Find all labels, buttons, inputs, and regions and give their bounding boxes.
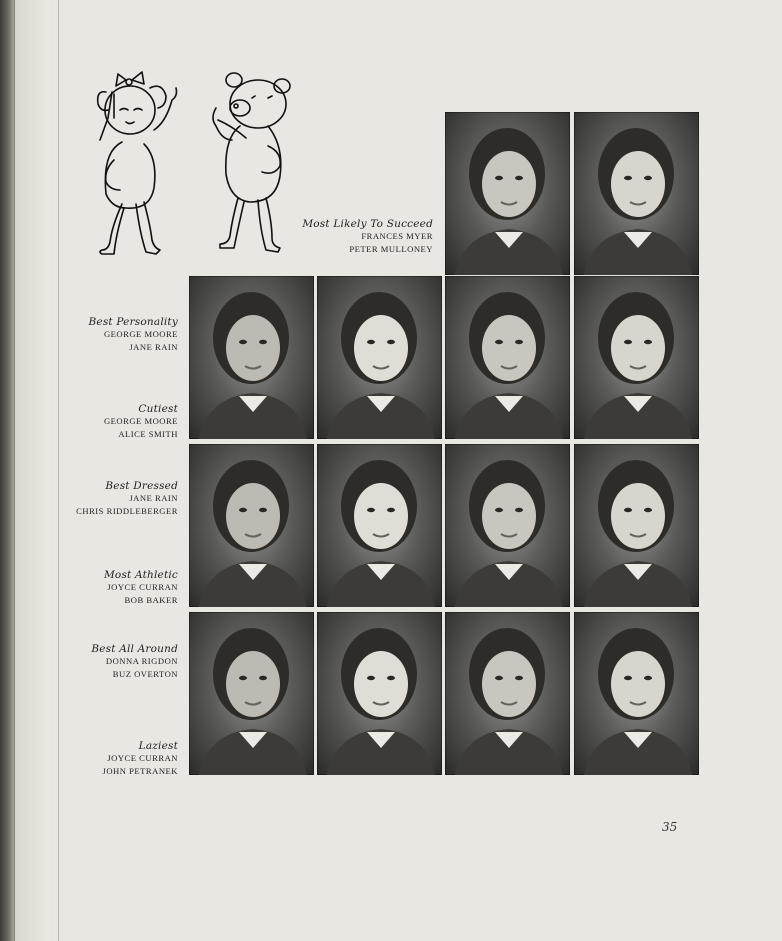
award-most-likely-to-succeed [194,218,433,256]
award-name: JANE RAIN [129,493,178,503]
portrait-photo [445,444,570,607]
award-name: JOHN PETRANEK [102,766,178,776]
award-title: Most Likely To Succeed [302,218,433,230]
portrait-photo [317,444,442,607]
girl-bear-drawing [92,70,184,260]
award-name: JOYCE CURRAN [107,582,178,592]
portrait-photo [189,612,314,775]
award-name: JANE RAIN [129,342,178,352]
award-title: Best Personality [88,316,178,328]
award-best-dressed [34,480,178,518]
award-name: CHRIS RIDDLEBERGER [76,506,178,516]
award-title: Laziest [138,740,178,752]
award-name: GEORGE MOORE [103,416,178,426]
yearbook-page [14,0,782,941]
award-title: Cutiest [138,403,178,415]
portrait-photo [445,276,570,439]
portrait-photo [574,112,699,275]
portrait-photo [317,276,442,439]
portrait-photo [574,276,699,439]
portrait-photo [189,444,314,607]
award-name: GEORGE MOORE [103,329,178,339]
award-name: BUZ OVERTON [112,669,178,679]
portrait-photo [189,276,314,439]
portrait-photo [574,612,699,775]
page-edge [58,0,59,941]
award-name: PETER MULLONEY [349,244,433,254]
award-name: BOB BAKER [124,595,178,605]
award-title: Best Dressed [105,480,178,492]
award-name: DONNA RIGDON [105,656,178,666]
award-most-athletic [34,569,178,607]
award-title: Most Athletic [103,569,178,581]
award-best-personality [34,316,178,354]
page-number: 35 [662,820,678,834]
award-title: Best All Around [91,643,178,655]
award-name: ALICE SMITH [118,429,178,439]
award-name: FRANCES MYER [361,231,433,241]
portrait-photo [574,444,699,607]
award-cutiest [34,403,178,441]
award-laziest [34,740,178,778]
portrait-photo [445,112,570,275]
award-best-all-around [34,643,178,681]
portrait-photo [445,612,570,775]
book-spine [0,0,14,941]
portrait-photo [317,612,442,775]
award-name: JOYCE CURRAN [107,753,178,763]
